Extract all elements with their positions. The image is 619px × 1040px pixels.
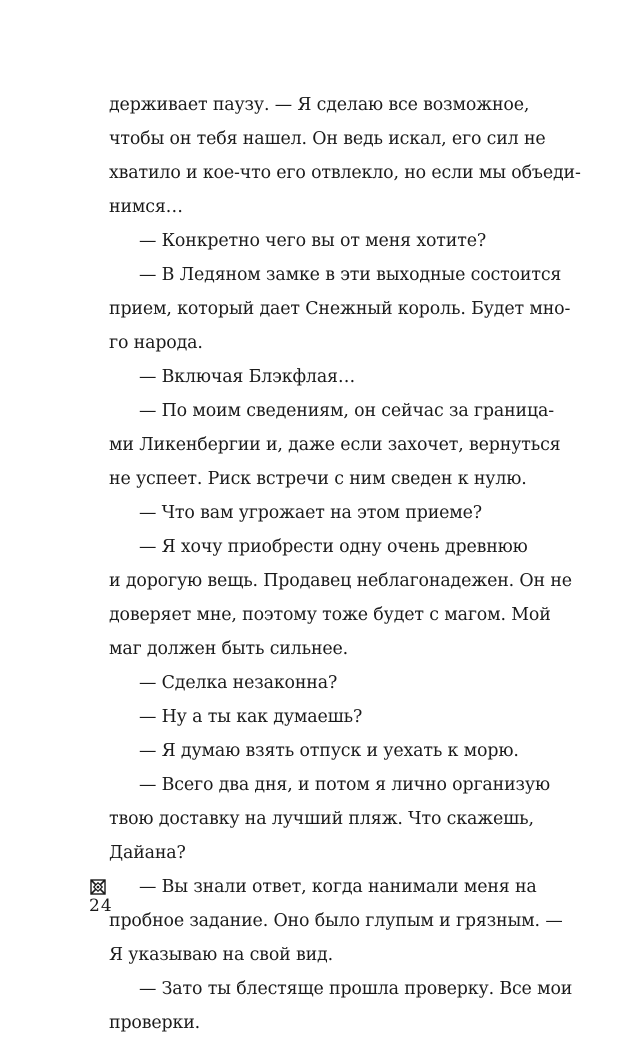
text-line: — Я хочу приобрести одну очень древнюю bbox=[139, 537, 528, 557]
body-text bbox=[109, 88, 581, 1040]
text-line: — Вы знали ответ, когда нанимали меня на bbox=[139, 877, 537, 897]
text-line: хватило и кое-что его отвлекло, но если мы объеди- bbox=[109, 163, 581, 183]
text-line: доверяет мне, поэтому тоже будет с магом. Мой bbox=[109, 605, 551, 625]
text-line: не успеет. Риск встречи с ним сведен к нулю. bbox=[109, 469, 527, 489]
page-number: 24 bbox=[89, 896, 113, 916]
text-line: твою доставку на лучший пляж. Что скажешь, bbox=[109, 809, 534, 829]
text-line: — Я думаю взять отпуск и уехать к морю. bbox=[139, 741, 519, 761]
text-line: Дайана? bbox=[109, 843, 186, 863]
text-line: — Включая Блэкфлая… bbox=[139, 367, 356, 387]
text-line: прием, который дает Снежный король. Будет мно- bbox=[109, 299, 571, 319]
text-line: — Конкретно чего вы от меня хотите? bbox=[139, 231, 487, 251]
text-line: чтобы он тебя нашел. Он ведь искал, его сил не bbox=[109, 129, 546, 149]
text-line: и дорогую вещь. Продавец неблагонадежен. Он не bbox=[109, 571, 572, 591]
text-line: держивает паузу. — Я сделаю все возможное, bbox=[109, 95, 530, 115]
text-line: Я указываю на свой вид. bbox=[109, 945, 333, 965]
text-line: го народа. bbox=[109, 333, 203, 353]
text-line: — По моим сведениям, он сейчас за граница- bbox=[139, 401, 554, 421]
text-line: — Зато ты блестяще прошла проверку. Все мои bbox=[139, 979, 573, 999]
text-line: — Всего два дня, и потом я лично организую bbox=[139, 775, 550, 795]
text-line: маг должен быть сильнее. bbox=[109, 639, 349, 659]
text-line: нимся… bbox=[109, 197, 183, 217]
ornament-icon bbox=[90, 879, 106, 895]
text-line: — Ну а ты как думаешь? bbox=[139, 707, 363, 727]
text-line: — Что вам угрожает на этом приеме? bbox=[139, 503, 482, 523]
text-line: — Сделка незаконна? bbox=[139, 673, 338, 693]
text-line: — В Ледяном замке в эти выходные состоится bbox=[139, 265, 562, 285]
text-line: ми Ликенбергии и, даже если захочет, вернуться bbox=[109, 435, 561, 455]
text-line: пробное задание. Оно было глупым и грязным. — bbox=[109, 911, 563, 931]
text-line: проверки. bbox=[109, 1013, 201, 1033]
